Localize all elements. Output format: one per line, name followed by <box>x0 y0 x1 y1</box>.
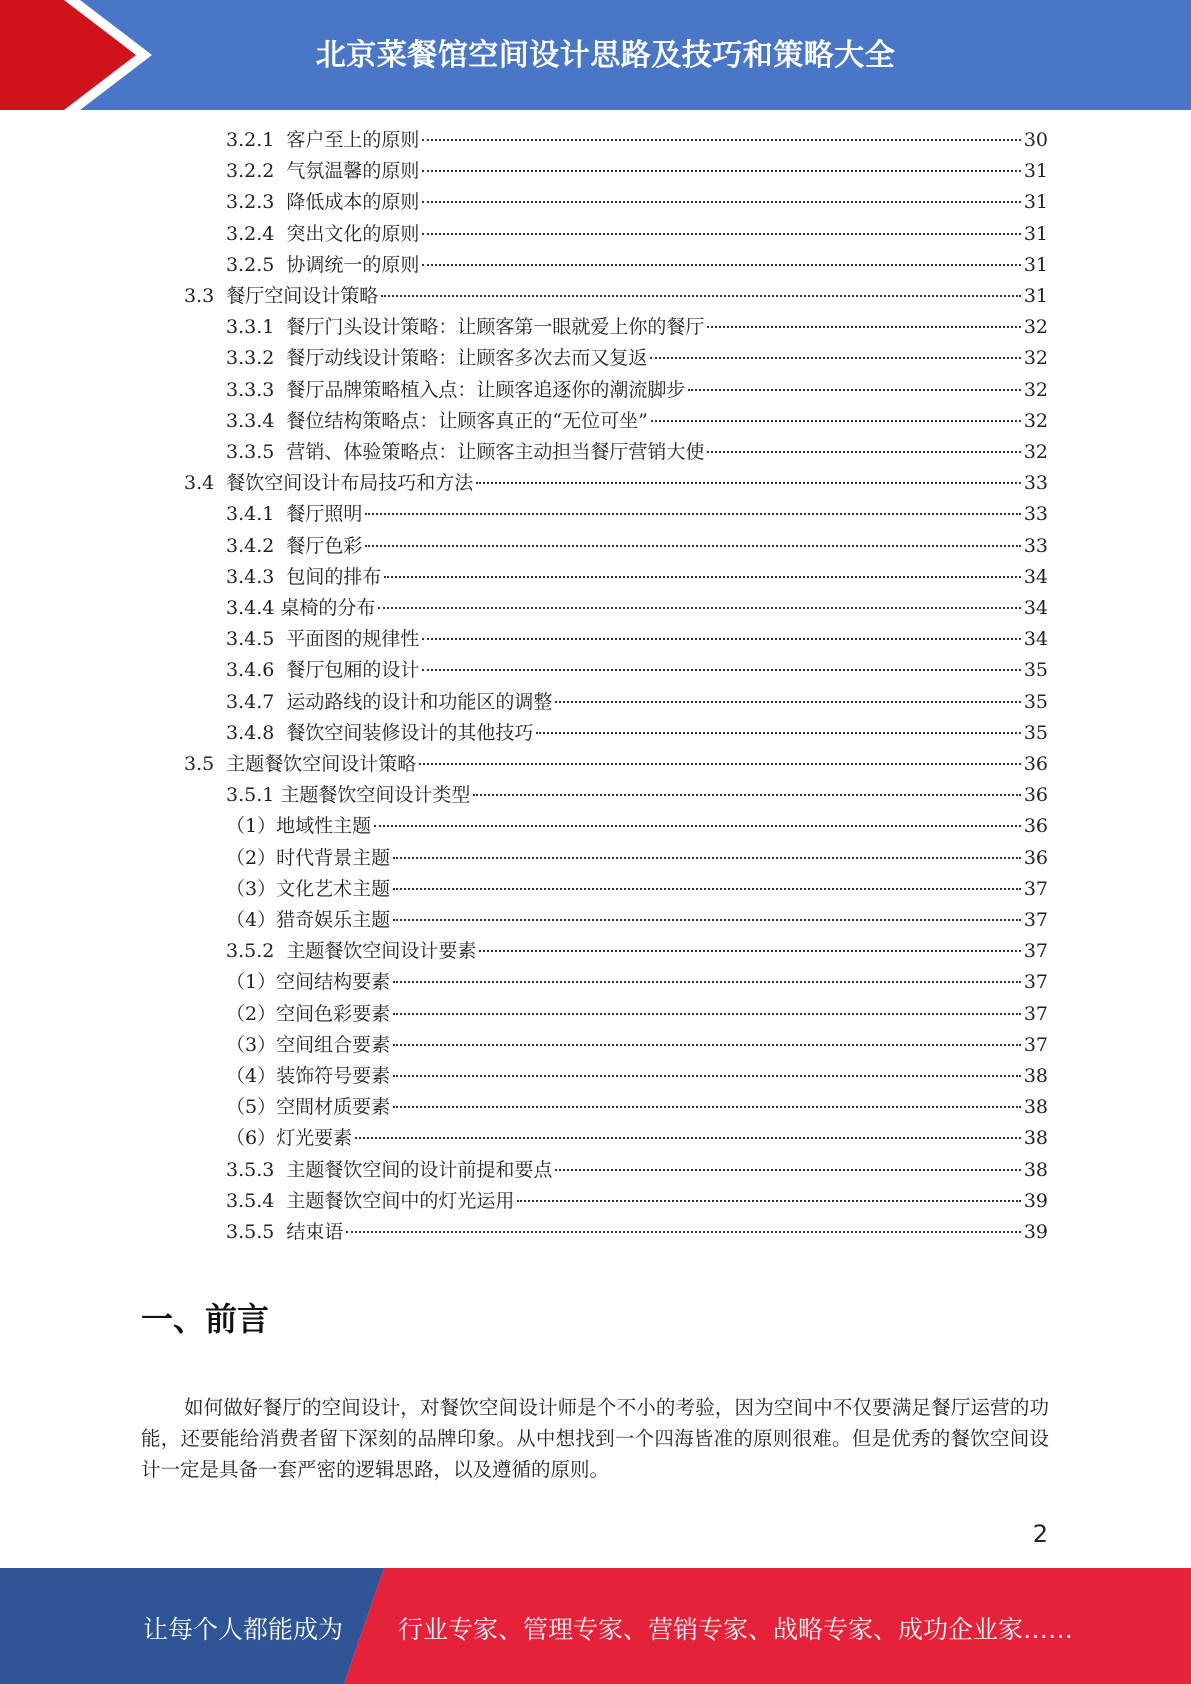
toc-entry-page: 34 <box>1023 565 1048 588</box>
toc-entry[interactable] <box>226 721 1048 745</box>
toc-entry[interactable] <box>226 253 1048 277</box>
toc-leader-dots <box>393 919 1021 921</box>
toc-entry-label: 3.3.3 餐厅品牌策略植入点：让顾客追逐你的潮流脚步 <box>226 378 686 401</box>
toc-entry[interactable] <box>226 315 1048 339</box>
toc-leader-dots <box>346 1231 1020 1233</box>
toc-leader-dots <box>393 1013 1021 1015</box>
toc-leader-dots <box>393 981 1021 983</box>
toc-leader-dots <box>393 888 1021 890</box>
toc-entry[interactable] <box>226 877 1048 901</box>
toc-leader-dots <box>536 732 1020 734</box>
toc-entry-page: 33 <box>1023 503 1048 526</box>
document-title: 北京菜餐馆空间设计思路及技巧和策略大全 <box>315 38 896 73</box>
page-footer <box>0 1568 1191 1684</box>
toc-leader-dots <box>422 170 1020 172</box>
toc-entry-label: （2）空间色彩要素 <box>226 1002 391 1025</box>
toc-entry-label: 3.3.2 餐厅动线设计策略：让顾客多次去而又复返 <box>226 347 648 370</box>
toc-entry-label: 3.2.3 降低成本的原则 <box>226 191 420 214</box>
toc-entry[interactable] <box>184 284 1048 308</box>
toc-entry[interactable] <box>226 1033 1048 1057</box>
toc-entry-label: 3.4 餐饮空间设计布局技巧和方法 <box>184 472 474 495</box>
toc-entry-page: 38 <box>1023 1096 1048 1119</box>
toc-entry-label: 3.2.5 协调统一的原则 <box>226 253 420 276</box>
toc-entry-label: （1）地域性主题 <box>226 815 372 838</box>
toc-entry-page: 36 <box>1023 815 1048 838</box>
toc-entry[interactable] <box>226 908 1048 932</box>
toc-entry-page: 32 <box>1023 378 1048 401</box>
toc-leader-dots <box>393 1075 1021 1077</box>
toc-entry-page: 33 <box>1023 534 1048 557</box>
toc-entry-page: 36 <box>1023 753 1048 775</box>
toc-entry-page: 34 <box>1023 597 1048 619</box>
toc-leader-dots <box>422 233 1020 235</box>
toc-entry[interactable] <box>226 346 1048 370</box>
toc-entry-label: 3.4.5 平面图的规律性 <box>226 628 420 651</box>
toc-leader-dots <box>651 420 1021 422</box>
toc-entry-page: 31 <box>1023 253 1048 276</box>
toc-entry-label: 3.3.5 营销、体验策略点：让顾客主动担当餐厅营销大使 <box>226 441 705 463</box>
toc-entry[interactable] <box>226 814 1048 838</box>
toc-entry-page: 37 <box>1023 971 1048 994</box>
toc-leader-dots <box>422 201 1020 203</box>
toc-entry-page: 32 <box>1023 347 1048 370</box>
toc-entry-label: 3.4.4 桌椅的分布 <box>226 597 376 619</box>
toc-leader-dots <box>378 607 1020 609</box>
toc-entry-label: （4）装饰符号要素 <box>226 1065 391 1087</box>
toc-leader-dots <box>555 1169 1020 1171</box>
toc-entry[interactable] <box>226 783 1048 807</box>
toc-entry-label: 3.5.5 结束语 <box>226 1221 344 1243</box>
toc-leader-dots <box>393 857 1021 859</box>
toc-entry[interactable] <box>184 752 1048 776</box>
toc-entry[interactable] <box>226 658 1048 682</box>
toc-entry[interactable] <box>226 534 1048 558</box>
toc-leader-dots <box>555 701 1020 703</box>
toc-entry[interactable] <box>226 409 1048 433</box>
toc-entry[interactable] <box>226 565 1048 589</box>
toc-entry[interactable] <box>226 159 1048 183</box>
toc-entry-label: 3.4.3 包间的排布 <box>226 565 382 588</box>
toc-leader-dots <box>707 451 1020 453</box>
toc-leader-dots <box>688 389 1020 391</box>
toc-entry-page: 37 <box>1023 1033 1048 1056</box>
toc-entry-label: 3.4.6 餐厅包厢的设计 <box>226 659 420 682</box>
toc-entry-page: 35 <box>1023 659 1048 682</box>
footer-slogan-left: 让每个人都能成为 <box>143 1615 344 1644</box>
toc-entry[interactable] <box>226 1220 1048 1244</box>
toc-entry[interactable] <box>226 970 1048 994</box>
toc-leader-dots <box>365 513 1020 515</box>
toc-entry-label: 3.4.1 餐厅照明 <box>226 503 363 526</box>
toc-entry[interactable] <box>226 502 1048 526</box>
toc-entry-label: 3.2.2 气氛温馨的原则 <box>226 160 420 183</box>
toc-entry-page: 30 <box>1023 129 1048 151</box>
toc-entry-label: 3.5.4 主题餐饮空间中的灯光运用 <box>226 1189 515 1212</box>
toc-leader-dots <box>476 482 1021 484</box>
toc-entry-label: （5）空間材质要素 <box>226 1096 391 1119</box>
toc-entry[interactable] <box>184 471 1048 495</box>
toc-entry[interactable] <box>226 440 1048 464</box>
toc-entry-page: 32 <box>1023 409 1048 432</box>
toc-entry[interactable] <box>226 1158 1048 1182</box>
toc-entry-label: 3.5 主题餐饮空间设计策略 <box>184 753 417 775</box>
toc-entry-label: （2）时代背景主题 <box>226 846 391 869</box>
toc-entry-page: 37 <box>1023 877 1048 900</box>
toc-entry-page: 31 <box>1023 222 1048 245</box>
toc-entry-page: 39 <box>1023 1221 1048 1243</box>
page-header <box>0 0 1191 110</box>
toc-entry-label: 3.2.1 客户至上的原则 <box>226 129 420 151</box>
toc-entry-label: （4）猎奇娱乐主题 <box>226 909 391 931</box>
toc-entry-page: 38 <box>1023 1065 1048 1087</box>
toc-entry[interactable] <box>226 846 1048 870</box>
toc-leader-dots <box>422 139 1020 141</box>
toc-leader-dots <box>650 357 1020 359</box>
toc-leader-dots <box>422 264 1020 266</box>
toc-leader-dots <box>422 638 1020 640</box>
toc-entry-label: （1）空间结构要素 <box>226 971 391 994</box>
toc-leader-dots <box>393 1044 1021 1046</box>
toc-entry-page: 35 <box>1023 721 1048 744</box>
toc-entry[interactable] <box>226 190 1048 214</box>
toc-entry-label: 3.3 餐厅空间设计策略 <box>184 285 379 307</box>
toc-leader-dots <box>479 950 1020 952</box>
toc-entry[interactable] <box>226 1064 1048 1088</box>
toc-entry-page: 31 <box>1023 160 1048 183</box>
toc-leader-dots <box>365 545 1020 547</box>
toc-leader-dots <box>384 576 1020 578</box>
toc-entry-label: 3.4.8 餐饮空间装修设计的其他技巧 <box>226 721 534 744</box>
footer-slogan-right: 行业专家、管理专家、营销专家、战略专家、成功企业家…… <box>398 1615 1074 1644</box>
toc-entry-page: 31 <box>1023 191 1048 214</box>
toc-leader-dots <box>381 295 1021 297</box>
toc-leader-dots <box>517 1200 1020 1202</box>
toc-leader-dots <box>374 825 1021 827</box>
toc-entry-page: 35 <box>1023 690 1048 713</box>
toc-entry-page: 32 <box>1023 316 1048 339</box>
toc-entry-label: 3.3.1 餐厅门头设计策略：让顾客第一眼就爱上你的餐厅 <box>226 316 705 339</box>
toc-entry[interactable] <box>226 627 1048 651</box>
page-number: 2 <box>1032 1520 1048 1548</box>
toc-entry-page: 32 <box>1023 441 1048 463</box>
toc-entry[interactable] <box>226 596 1048 620</box>
toc-entry-page: 36 <box>1023 784 1048 807</box>
toc-entry-page: 36 <box>1023 846 1048 869</box>
toc-entry-label: 3.3.4 餐位结构策略点：让顾客真正的“无位可坐” <box>226 409 648 432</box>
toc-entry-page: 39 <box>1023 1189 1048 1212</box>
toc-entry[interactable] <box>226 1095 1048 1119</box>
section-heading: 一、前言 <box>141 1300 270 1338</box>
toc-entry[interactable] <box>226 1189 1048 1213</box>
toc-entry[interactable] <box>226 939 1048 963</box>
toc-entry-label: （6）灯光要素 <box>226 1127 353 1150</box>
toc-entry-label: 3.5.3 主题餐饮空间的设计前提和要点 <box>226 1158 553 1181</box>
toc-entry-page: 31 <box>1023 285 1048 307</box>
toc-entry-page: 34 <box>1023 628 1048 651</box>
toc-entry-label: 3.5.2 主题餐饮空间设计要素 <box>226 940 477 963</box>
toc-entry-label: 3.4.2 餐厅色彩 <box>226 534 363 557</box>
toc-leader-dots <box>422 669 1020 671</box>
toc-entry-page: 38 <box>1023 1158 1048 1181</box>
toc-entry-page: 37 <box>1023 940 1048 963</box>
toc-entry[interactable] <box>226 222 1048 246</box>
toc-entry-label: （3）空间组合要素 <box>226 1033 391 1056</box>
toc-entry[interactable] <box>226 690 1048 714</box>
toc-entry[interactable] <box>226 128 1048 152</box>
body-paragraph: 如何做好餐厅的空间设计，对餐饮空间设计师是个不小的考验，因为空间中不仅要满足餐厅运营的功能，还要能给消费者留下深刻的品牌印象。从中想找到一个四海皆准的原则很难。但是优秀的餐饮空间设计一定是具备一套严密的逻辑思路，以及遵循的原则。 <box>141 1396 1049 1481</box>
toc-leader-dots <box>707 326 1020 328</box>
toc-leader-dots <box>473 794 1020 796</box>
toc-leader-dots <box>355 1137 1021 1139</box>
toc-entry[interactable] <box>226 1126 1048 1150</box>
toc-entry-page: 38 <box>1023 1127 1048 1150</box>
toc-leader-dots <box>393 1106 1021 1108</box>
toc-leader-dots <box>419 763 1021 765</box>
toc-entry-label: （3）文化艺术主题 <box>226 877 391 900</box>
toc-entry-label: 3.5.1 主题餐饮空间设计类型 <box>226 784 471 807</box>
toc-entry[interactable] <box>226 1002 1048 1026</box>
toc-entry-label: 3.4.7 运动路线的设计和功能区的调整 <box>226 690 553 713</box>
toc-entry-page: 33 <box>1023 472 1048 495</box>
toc-entry-page: 37 <box>1023 909 1048 931</box>
toc-entry-page: 37 <box>1023 1002 1048 1025</box>
toc-entry[interactable] <box>226 378 1048 402</box>
toc-entry-label: 3.2.4 突出文化的原则 <box>226 222 420 245</box>
